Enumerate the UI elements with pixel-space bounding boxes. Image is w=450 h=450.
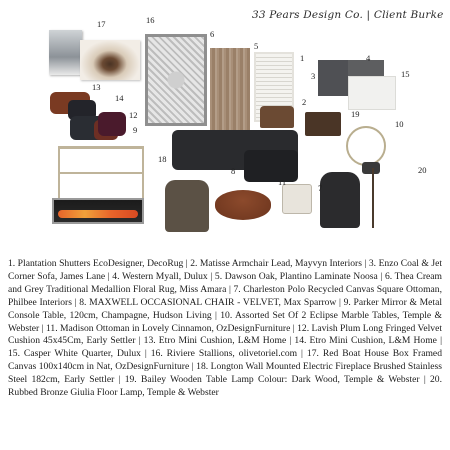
marker-17: 17	[97, 19, 106, 29]
marker-3: 3	[311, 71, 316, 81]
marker-2: 2	[302, 97, 307, 107]
corner-sofa-chaise	[244, 150, 298, 182]
medallion-rug-6	[145, 34, 207, 126]
plum-cushion	[98, 112, 126, 136]
marker-12: 12	[129, 110, 138, 120]
stallions-artwork-16	[80, 40, 140, 80]
product-list-caption: 1. Plantation Shutters EcoDesigner, DecoRug | 2. Matisse Armchair Lead, Mayvyn Interiors | 3. Enzo Coal & Jet Corner Sofa, James Lane | 4. Western Myall, Dulux | 5. Dawson Oak, Plantino Laminate Noosa | 6. Thea Cream and Grey Traditional Medallion Floral Rug, Miss Amara | 7. Charleston Polo Recycled Canvas Square Ottoman, Philbee Interiors | 8. MAXWELL OCCASIONAL CHAIR - VELVET, Max Sparrow | 9. Parker Mirror & Metal Console Table, 120cm, Champagne, Hudson Living | 10. Assorted Set Of 2 Eclipse Marble Tables, Temple & Webster | 11. Madison Ottoman in Lovely Cinnamon, OzDesignFurniture | 12. Lavish Plum Long Fringed Velvet Cushion 45x45Cm, Early Settler | 13. Etro Mini Cushion, L&M Home | 14. Etro Mini Cushion, L&M Home | 15. Casper White Quarter, Dulux | 16. Riviere Stallions, olivetoriel.com | 17. Red Boat House Box Framed Canvas 100x140cm in Nat, OzDesignFurniture | 18. Longton Wall Mounted Electric Fireplace Brushed Stainless Steel 182cm, Early Settler | 19. Bailey Wooden Table Lamp Colour: Dark Wood, Temple & Webster | 20. Rubbed Bronze Giulia Floor Lamp, Temple & Webster	[8, 258, 442, 399]
console-shelf	[60, 172, 142, 174]
canvas-square-ottoman	[282, 184, 312, 214]
marker-15: 15	[401, 69, 410, 79]
window-chair-detail	[260, 106, 294, 128]
board-title: 33 Pears Design Co. | Client Burke	[252, 9, 444, 21]
armchair	[165, 180, 209, 232]
floor-lamp-shade	[362, 162, 380, 174]
marker-18: 18	[158, 154, 167, 164]
occasional-chair	[320, 172, 360, 228]
marker-20: 20	[418, 165, 427, 175]
floor-lamp-pole	[372, 168, 374, 228]
marker-10: 10	[395, 119, 404, 129]
marker-16: 16	[146, 15, 155, 25]
fireplace-flame	[58, 210, 138, 218]
marker-19: 19	[351, 109, 360, 119]
oak-laminate-swatch-5	[210, 48, 250, 130]
marker-1: 1	[300, 53, 305, 63]
cinnamon-ottoman	[215, 190, 271, 220]
marker-14: 14	[115, 93, 124, 103]
table-lamp-19	[305, 112, 341, 136]
marker-11: 11	[278, 177, 287, 187]
marker-8: 8	[231, 166, 236, 176]
marker-4: 4	[366, 53, 371, 63]
marker-6: 6	[210, 29, 215, 39]
marker-5: 5	[254, 41, 259, 51]
marble-side-tables	[346, 126, 386, 166]
canvas-artwork-17	[49, 30, 82, 75]
marker-9: 9	[133, 125, 138, 135]
marker-7: 7	[318, 183, 323, 193]
paint-swatch-3	[318, 60, 350, 96]
paint-swatch-15	[348, 76, 396, 110]
console-table	[58, 146, 144, 202]
marker-13: 13	[92, 82, 101, 92]
